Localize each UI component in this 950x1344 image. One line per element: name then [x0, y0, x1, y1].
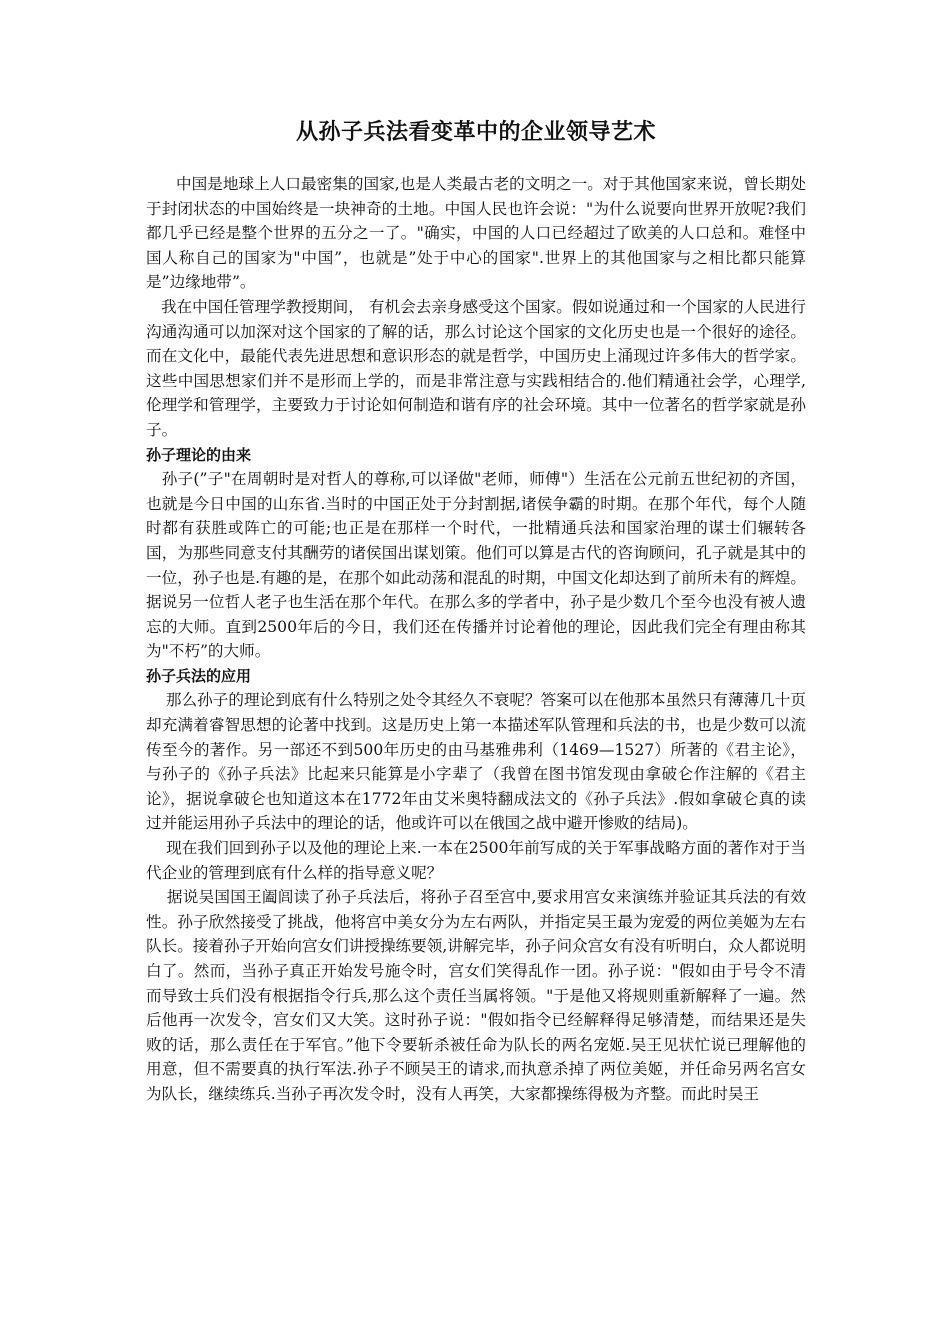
paragraph-intro: 中国是地球上人口最密集的国家,也是人类最古老的文明之一。对于其他国家来说，曾长期处于封闭状态的中国始终是一块神奇的土地。中国人民也许会说："为什么说要向世界开放呢?我们都几乎已经是整个世界的五分之一了。"确实，中国的人口已经超过了欧美的人口总和。难怪中国人称自己的国家为"中国”，也就是”处于中心的国家".世界上的其他国家与之相比都只能算是”边缘地带”。: [146, 175, 806, 292]
paragraph-teaching: 我在中国任管理学教授期间， 有机会去亲身感受这个国家。假如说通过和一个国家的人民进行沟通沟通可以加深对这个国家的了解的话，那么讨论这个国家的文化历史也是一个很好的途径。而在文化中，最能代表先进思想和意识形态的就是哲学，中国历史上涌现过许多伟大的哲学家。这些中国思想家们并不是形而上学的，而是非常注意与实践相结合的.他们精通社会学，心理学,伦理学和管理学，主要致力于讨论如何制造和谐有序的社会环境。其中一位著名的哲学家就是孙子。: [146, 297, 806, 439]
document-page: [146, 118, 806, 1107]
paragraph-story: 据说吴国国王阖闾读了孙子兵法后，将孙子召至宫中,要求用宫女来演练并验证其兵法的有效性。孙子欣然接受了挑战，他将宫中美女分为左右两队，并指定吴王最为宠爱的两位美姬为左右队长。接着孙子开始向宫女们讲授操练要领,讲解完毕，孙子问众宫女有没有听明白，众人都说明白了。然而，当孙子真正开始发号施令时，宫女们笑得乱作一团。孙子说："假如由于号令不清而导致士兵们没有根据指令行兵,那么这个责任当属将领。"于是他又将规则重新解释了一遍。然后他再一次发令，宫女们又大笑。这时孙子说："假如指令已经解释得足够清楚，而结果还是失败的话，那么责任在于军官。”他下令要斩杀被任命为队长的两名宠姬.吴王见状忙说已理解他的用意，但不需要真的执行军法.孙子不顾吴王的请求,而执意杀掉了两位美姬，并任命另两名宫女为队长，继续练兵.当孙子再次发令时，没有人再笑，大家都操练得极为齐整。而此时吴王: [146, 888, 806, 1103]
paragraph-question: 现在我们回到孙子以及他的理论上来.一本在2500年前写成的关于军事战略方面的著作对于当代企业的管理到底有什么样的指导意义呢？: [146, 839, 806, 882]
document-title: 从孙子兵法看变革中的企业领导艺术: [295, 120, 656, 145]
section-heading-application: 孙子兵法的应用: [146, 666, 252, 685]
paragraph-application: 那么孙子的理论到底有什么特别之处令其经久不衰呢？答案可以在他那本虽然只有薄薄几十页却充满着睿智思想的论著中找到。这是历史上第一本描述军队管理和兵法的书，也是少数可以流传至今的著作。另一部还不到500年历史的由马基雅弗利（1469—1527）所著的《君主论》，与孙子的《孙子兵法》比起来只能算是小字辈了（我曾在图书馆发现由拿破仑作注解的《君主论》，据说拿破仑也知道这本在1772年由艾米奥特翻成法文的《孙子兵法》.假如拿破仑真的读过并能运用孙子兵法中的理论的话，他或许可以在俄国之战中避开惨败的结局)。: [146, 691, 806, 833]
paragraph-origin: 孙子(”子"在周朝时是对哲人的尊称,可以译做"老师，师傅"）生活在公元前五世纪初的齐国，也就是今日中国的山东省.当时的中国正处于分封割据,诸侯争霸的时期。在那个年代，每个人随时都有获胜或阵亡的可能;也正是在那样一个时代，一批精通兵法和国家治理的谋士们辗转各国，为那些同意支付其酬劳的诸侯国出谋划策。他们可以算是古代的咨询顾问，孔子就是其中的一位，孙子也是.有趣的是，在那个如此动荡和混乱的时期，中国文化却达到了前所未有的辉煌。据说另一位哲人老子也生活在那个年代。在那么多的学者中，孙子是少数几个至今也没有被人遗忘的大师。直到2500年后的今日，我们还在传播并讨论着他的理论，因此我们完全有理由称其为"不朽”的大师。: [146, 470, 807, 661]
section-heading-origin: 孙子理论的由来: [146, 445, 252, 464]
